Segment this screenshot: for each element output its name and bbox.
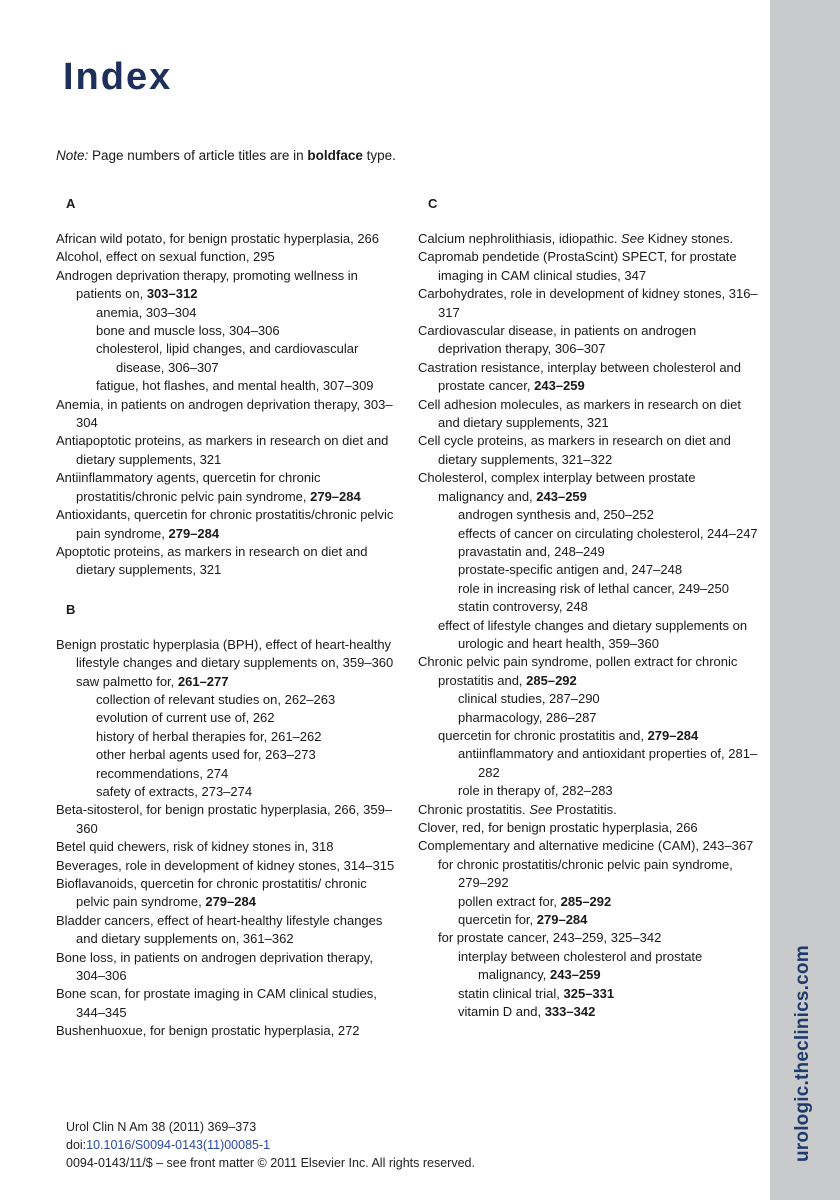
article-page-range: 279–284 [647,727,699,743]
index-entry [418,893,763,911]
note-label: Note: [56,148,89,163]
index-entry [418,580,763,598]
index-entry [418,709,763,727]
entry-text: role in therapy of, 282–283 [458,783,613,799]
index-entry [418,727,763,745]
article-page-range: 285–292 [526,672,577,688]
note-bold-word: boldface [307,148,363,163]
entry-text: Beta-sitosterol, for benign prostatic hyperplasia, 266, 359–360 [56,802,393,836]
entry-text: collection of relevant studies on, 262–263 [96,691,336,707]
entry-text-after: Prostatitis. [552,801,617,817]
index-entry [56,636,396,673]
entry-text: vitamin D and, [458,1004,545,1020]
index-entry [418,819,763,837]
entry-text: Benign prostatic hyperplasia (BPH), effect of heart-healthy lifestyle changes and dietary supplements on, 359–360 [56,636,394,671]
index-entry [56,857,396,875]
article-page-range: 243–259 [534,378,585,394]
entry-text: Castration resistance, interplay between cholesterol and prostate cancer, [418,359,742,394]
index-entry [418,801,763,819]
entry-text: Apoptotic proteins, as markers in research on diet and dietary supplements, 321 [56,543,368,578]
index-entry [56,985,396,1022]
entry-text: Bushenhuoxue, for benign prostatic hyperplasia, 272 [56,1023,360,1039]
index-entry [56,801,396,838]
entry-text: Clover, red, for benign prostatic hyperplasia, 266 [418,820,698,835]
entry-text: Chronic prostatitis. [418,801,530,817]
entry-text: interplay between cholesterol and prostate malignancy, [458,948,703,983]
citation: Urol Clin N Am 38 (2011) 369–373 [66,1120,257,1134]
index-entry [56,543,396,580]
article-page-range: 333–342 [544,1004,596,1020]
entry-text: Cell adhesion molecules, as markers in research on diet and dietary supplements, 321 [418,396,741,431]
index-entry [418,911,763,929]
entry-text: Bone loss, in patients on androgen deprivation therapy, 304–306 [56,949,374,984]
page-title: Index [63,56,173,98]
entry-text: recommendations, 274 [96,765,229,781]
entry-text: history of herbal therapies for, 261–262 [96,728,322,744]
index-entry [418,617,763,654]
index-entry [56,396,396,433]
entry-text: saw palmetto for, [76,673,178,689]
entry-text: statin clinical trial, [458,985,564,1001]
index-entry [418,396,763,433]
entry-text: prostate-specific antigen and, 247–248 [458,562,683,578]
entry-text: Bone scan, for prostate imaging in CAM clinical studies, 344–345 [56,986,377,1020]
index-entry [56,783,396,801]
index-entry [56,673,396,691]
index-entry [56,230,396,248]
entry-text: Antiinflammatory agents, quercetin for chronic prostatitis/chronic pelvic pain syndrome, [56,470,321,504]
entry-text: Anemia, in patients on androgen deprivation therapy, 303–304 [56,396,393,431]
index-entry [418,561,763,579]
index-entry [418,248,763,285]
index-entry [56,248,396,266]
index-entry [418,653,763,690]
see-reference: See [621,231,645,246]
article-footer [66,1118,475,1172]
index-entry [418,1003,763,1021]
entry-text: cholesterol, lipid changes, and cardiovascular disease, 306–307 [96,341,359,375]
journal-url[interactable]: urologic.theclinics.com [792,945,813,1162]
entry-text: Capromab pendetide (ProstaScint) SPECT, for prostate imaging in CAM clinical studies, 347 [418,249,737,283]
index-entry [56,949,396,986]
doi-link[interactable]: 10.1016/S0094-0143(11)00085-1 [86,1138,271,1152]
index-entry [56,377,396,395]
entry-text: anemia, 303–304 [96,304,197,320]
entry-text: safety of extracts, 273–274 [96,783,253,799]
section-letter: C [428,196,438,211]
entry-text: Cardiovascular disease, in patients on androgen deprivation therapy, 306–307 [418,323,697,357]
index-entry [56,469,396,506]
index-entry [56,838,396,856]
index-entry [418,469,763,506]
doi-label: doi: [66,1138,87,1152]
index-entry [56,765,396,783]
left-index-column [56,195,396,1041]
entry-text: Bioflavanoids, quercetin for chronic prostatitis/ chronic pelvic pain syndrome, [56,876,367,910]
entry-text: pravastatin and, 248–249 [458,543,605,559]
index-entry [56,340,396,377]
index-entry [418,432,763,469]
entry-text: effects of cancer on circulating cholesterol, 244–247 [458,525,758,541]
entry-text-after: Kidney stones. [644,231,734,246]
entry-text: clinical studies, 287–290 [458,691,600,707]
entry-text: African wild potato, for benign prostatic hyperplasia, 266 [56,231,380,246]
index-entry [418,985,763,1003]
index-entry [418,525,763,543]
index-entry [418,929,763,947]
entry-text: androgen synthesis and, 250–252 [458,507,654,523]
index-entry [418,948,763,985]
index-entry [56,432,396,469]
index-entry [418,690,763,708]
entry-text: Androgen deprivation therapy, promoting wellness in patients on, [56,267,358,302]
entry-text: Calcium nephrolithiasis, idiopathic. [418,231,622,246]
entry-text: pharmacology, 286–287 [458,709,597,725]
index-entry [56,267,396,304]
journal-sidebar [770,0,840,1200]
entry-text: effect of lifestyle changes and dietary supplements on urologic and heart health, 359–360 [438,617,748,651]
entry-text: for chronic prostatitis/chronic pelvic pain syndrome, 279–292 [438,856,733,891]
article-page-range: 279–284 [205,894,256,910]
index-entry [418,285,763,322]
entry-text: Betel quid chewers, risk of kidney stones in, 318 [56,839,334,855]
entry-text: other herbal agents used for, 263–273 [96,747,316,763]
index-entry [56,709,396,727]
article-page-range: 243–259 [536,488,587,504]
article-page-range: 261–277 [177,673,229,689]
entry-text: Chronic pelvic pain syndrome, pollen extract for chronic prostatitis and, [418,654,738,688]
note-text-before: Page numbers of article titles are in [88,148,308,163]
entry-text: Cell cycle proteins, as markers in research on diet and dietary supplements, 321–322 [418,433,731,467]
section-letter: B [66,601,76,617]
see-reference: See [529,801,553,817]
index-entry [418,856,763,893]
index-entry [56,912,396,949]
entry-text: Cholesterol, complex interplay between prostate malignancy and, [418,470,696,504]
article-page-range: 285–292 [560,893,612,909]
entry-text: Carbohydrates, role in development of kidney stones, 316–317 [418,286,758,320]
index-entry [56,506,396,543]
entry-text: bone and muscle loss, 304–306 [96,323,280,339]
index-entry [56,322,396,340]
entry-text: Bladder cancers, effect of heart-healthy lifestyle changes and dietary supplements on, 361–362 [56,912,383,947]
doi-line [66,1136,475,1154]
index-entry [418,745,763,782]
index-entry [56,691,396,709]
index-entry [418,506,763,524]
index-entry [418,837,763,855]
right-index-column [418,195,763,1021]
index-entry [56,1022,396,1040]
entry-text: for prostate cancer, 243–259, 325–342 [438,930,662,946]
entry-text: Antiapoptotic proteins, as markers in research on diet and dietary supplements, 321 [56,433,389,467]
entry-text: Beverages, role in development of kidney stones, 314–315 [56,857,395,873]
index-entry [56,304,396,322]
article-page-range: 243–259 [550,967,601,983]
entry-text: role in increasing risk of lethal cancer, 249–250 [458,580,729,596]
index-note [56,148,396,163]
index-entry [418,598,763,616]
index-entry [418,359,763,396]
entry-text: quercetin for chronic prostatitis and, [438,727,648,743]
article-page-range: 279–284 [168,525,220,541]
index-entry [418,782,763,800]
article-page-range: 279–284 [536,912,588,928]
article-page-range: 303–312 [146,286,198,302]
section-letter: A [66,196,76,211]
article-page-range: 279–284 [310,488,361,504]
entry-text: antiinflammatory and antioxidant properties of, 281–282 [458,746,758,780]
index-entry [418,543,763,561]
index-entry [418,322,763,359]
rights-statement: 0094-0143/11/$ – see front matter © 2011 Elsevier Inc. All rights reserved. [66,1156,475,1170]
entry-text: quercetin for, [458,912,537,928]
index-entry [56,875,396,912]
article-page-range: 325–331 [563,985,615,1001]
index-entry [56,728,396,746]
index-entry [418,230,763,248]
entry-text: fatigue, hot flashes, and mental health, 307–309 [96,378,374,394]
entry-text: statin controversy, 248 [458,599,588,615]
note-text-after: type. [362,148,396,163]
entry-text: pollen extract for, [458,893,561,909]
entry-text: evolution of current use of, 262 [96,710,275,726]
entry-text: Antioxidants, quercetin for chronic prostatitis/chronic pelvic pain syndrome, [56,507,394,541]
entry-text: Complementary and alternative medicine (CAM), 243–367 [418,838,754,854]
entry-text: Alcohol, effect on sexual function, 295 [56,249,275,265]
index-entry [56,746,396,764]
